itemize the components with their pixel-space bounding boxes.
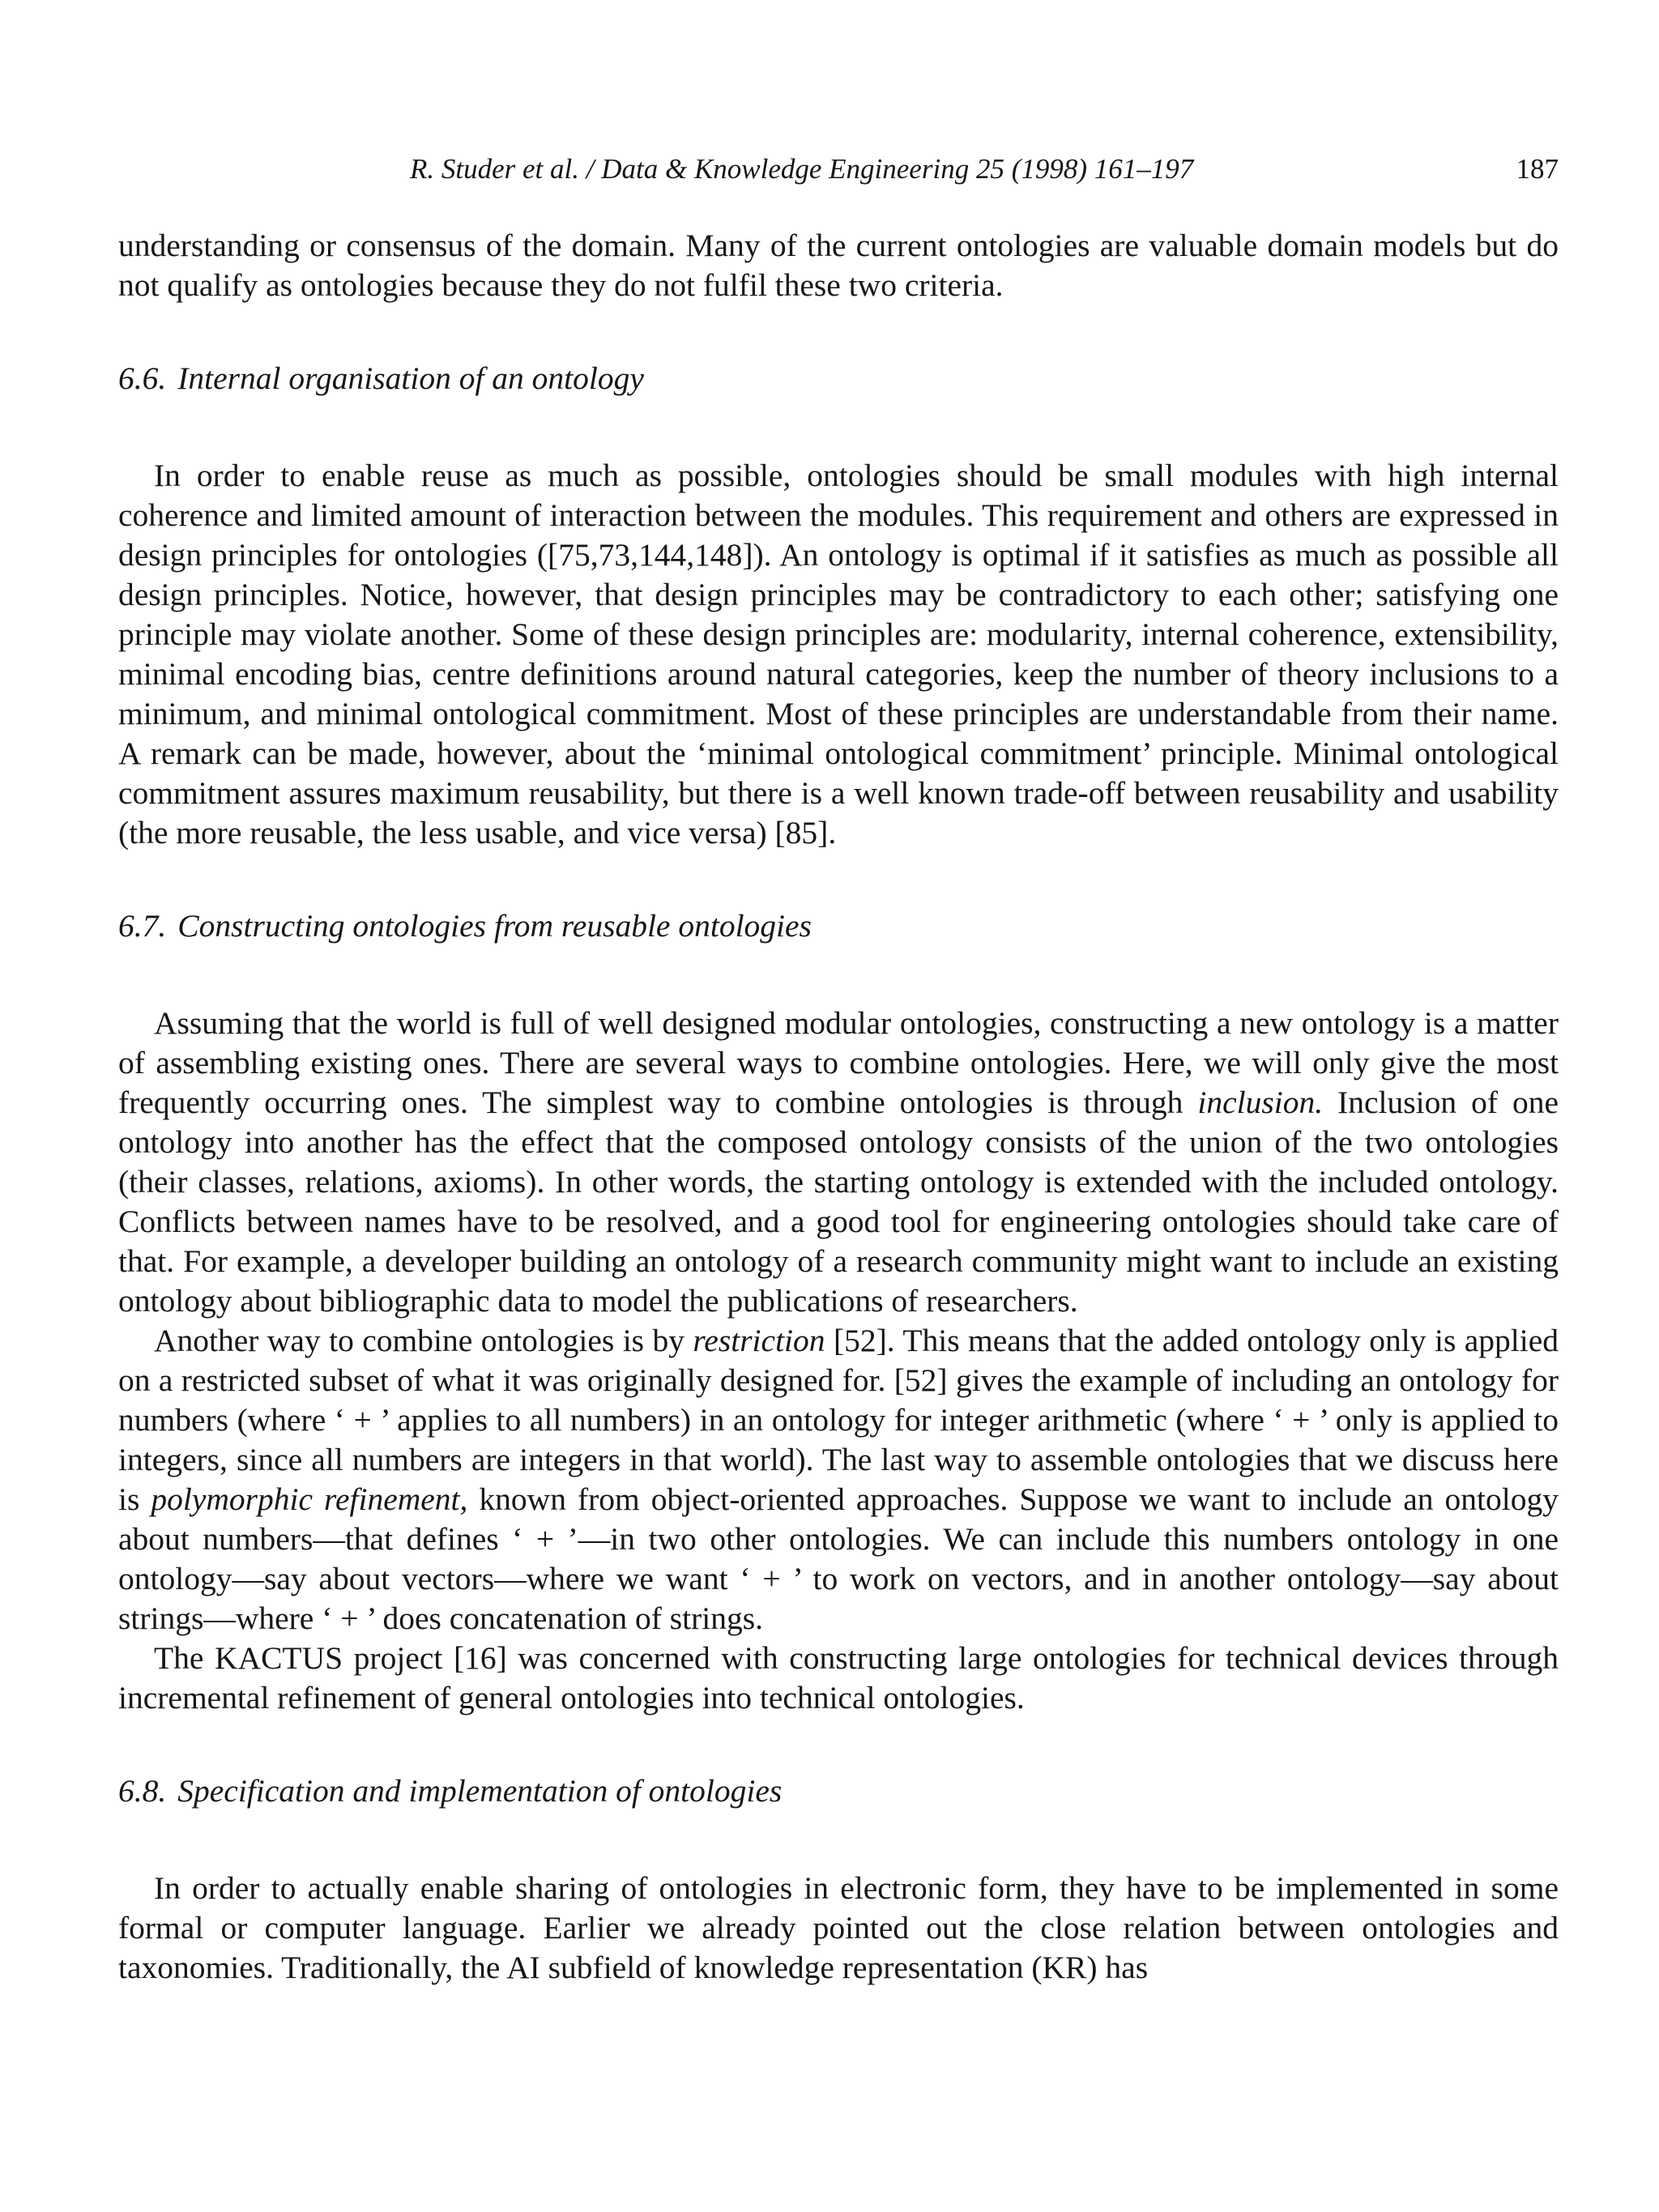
section-number: 6.6. <box>118 360 167 396</box>
section-title: Specification and implementation of ontologies <box>177 1773 783 1809</box>
section-number: 6.8. <box>118 1773 167 1809</box>
paragraph: In order to enable reuse as much as possible, ontologies should be small modules with high internal coherence and limited amount of interaction between the modules. This requirement and others are expressed in design principles for ontologies ([75,73,144,148]). An ontology is optimal if it satisfies as much as possible all design principles. Notice, however, that design principles may be contradictory to each other; satisfying one principle may violate another. Some of these design principles are: modularity, internal coherence, extensibility, minimal encoding bias, centre definitions around natural categories, keep the number of theory inclusions to a minimum, and minimal ontological commitment. Most of these principles are understandable from their name. A remark can be made, however, about the ‘minimal ontological commitment’ principle. Minimal ontological commitment assures maximum reusability, but there is a well known trade-off between reusability and usability (the more reusable, the less usable, and vice versa) [85]. <box>118 458 1559 850</box>
section-number: 6.7. <box>118 908 167 944</box>
section-heading-6-7 <box>118 906 1559 946</box>
emphasis: restriction <box>693 1323 825 1358</box>
page-header <box>118 151 1559 188</box>
page-number: 187 <box>1516 153 1559 185</box>
section-title: Internal organisation of an ontology <box>177 360 644 396</box>
section-title: Constructing ontologies from reusable ontologies <box>177 908 812 944</box>
emphasis: inclusion. <box>1197 1085 1324 1120</box>
text-run: [52]. This means that the added ontology only is applied on a restricted subset of what it was originally designed for. [52] gives the example of including an ontology for numbers (where ‘ + ’ applies to all numbers) in an ontology for integer arithmetic (where ‘ + ’ only is applied to integers, since all numbers are integers in that world). The last way to assemble ontologies that we discuss here is <box>118 1323 1559 1517</box>
section-heading-6-6 <box>118 359 1559 399</box>
text-run: known from object-oriented approaches. Suppose we want to include an ontology about numbers—that defines ‘ + ’—in two other ontologies. We can include this numbers ontology in one ontology—say about vectors—where we want ‘ + ’ to work on vectors, and in another ontology—say about strings—where ‘ + ’ does concatenation of strings. <box>118 1481 1559 1636</box>
paragraph: The KACTUS project [16] was concerned with constructing large ontologies for technical devices through incremental refinement of general ontologies into technical ontologies. <box>118 1640 1559 1715</box>
text-run: Another way to combine ontologies is by <box>154 1323 693 1358</box>
running-head: R. Studer et al. / Data & Knowledge Engineering 25 (1998) 161–197 <box>410 153 1194 185</box>
paragraph <box>118 1321 1559 1639</box>
emphasis: polymorphic refinement, <box>151 1481 468 1517</box>
intro-paragraph: understanding or consensus of the domain. Many of the current ontologies are valuable domain models but do not qualify as ontologies because they do not fulfil these two criteria. <box>118 228 1559 303</box>
text-run: Inclusion of one ontology into another has the effect that the composed ontology consists of the union of the two ontologies (their classes, relations, axioms). In other words, the starting ontology is extended with the included ontology. Conflicts between names have to be resolved, and a good tool for engineering ontologies should take care of that. For example, a developer building an ontology of a research community might want to include an existing ontology about bibliographic data to model the publications of researchers. <box>118 1085 1559 1319</box>
section-heading-6-8 <box>118 1771 1559 1811</box>
page-body <box>118 226 1559 1988</box>
text-run: Assuming that the world is full of well designed modular ontologies, constructing a new ontology is a matter of assembling existing ones. There are several ways to combine ontologies. Here, we will only give the most frequently occurring ones. The simplest way to combine ontologies is through <box>118 1005 1559 1120</box>
paragraph <box>118 1004 1559 1321</box>
paragraph: In order to actually enable sharing of ontologies in electronic form, they have to be implemented in some formal or computer language. Earlier we already pointed out the close relation between ontologies and taxonomies. Traditionally, the AI subfield of knowledge representation (KR) has <box>118 1870 1559 1985</box>
